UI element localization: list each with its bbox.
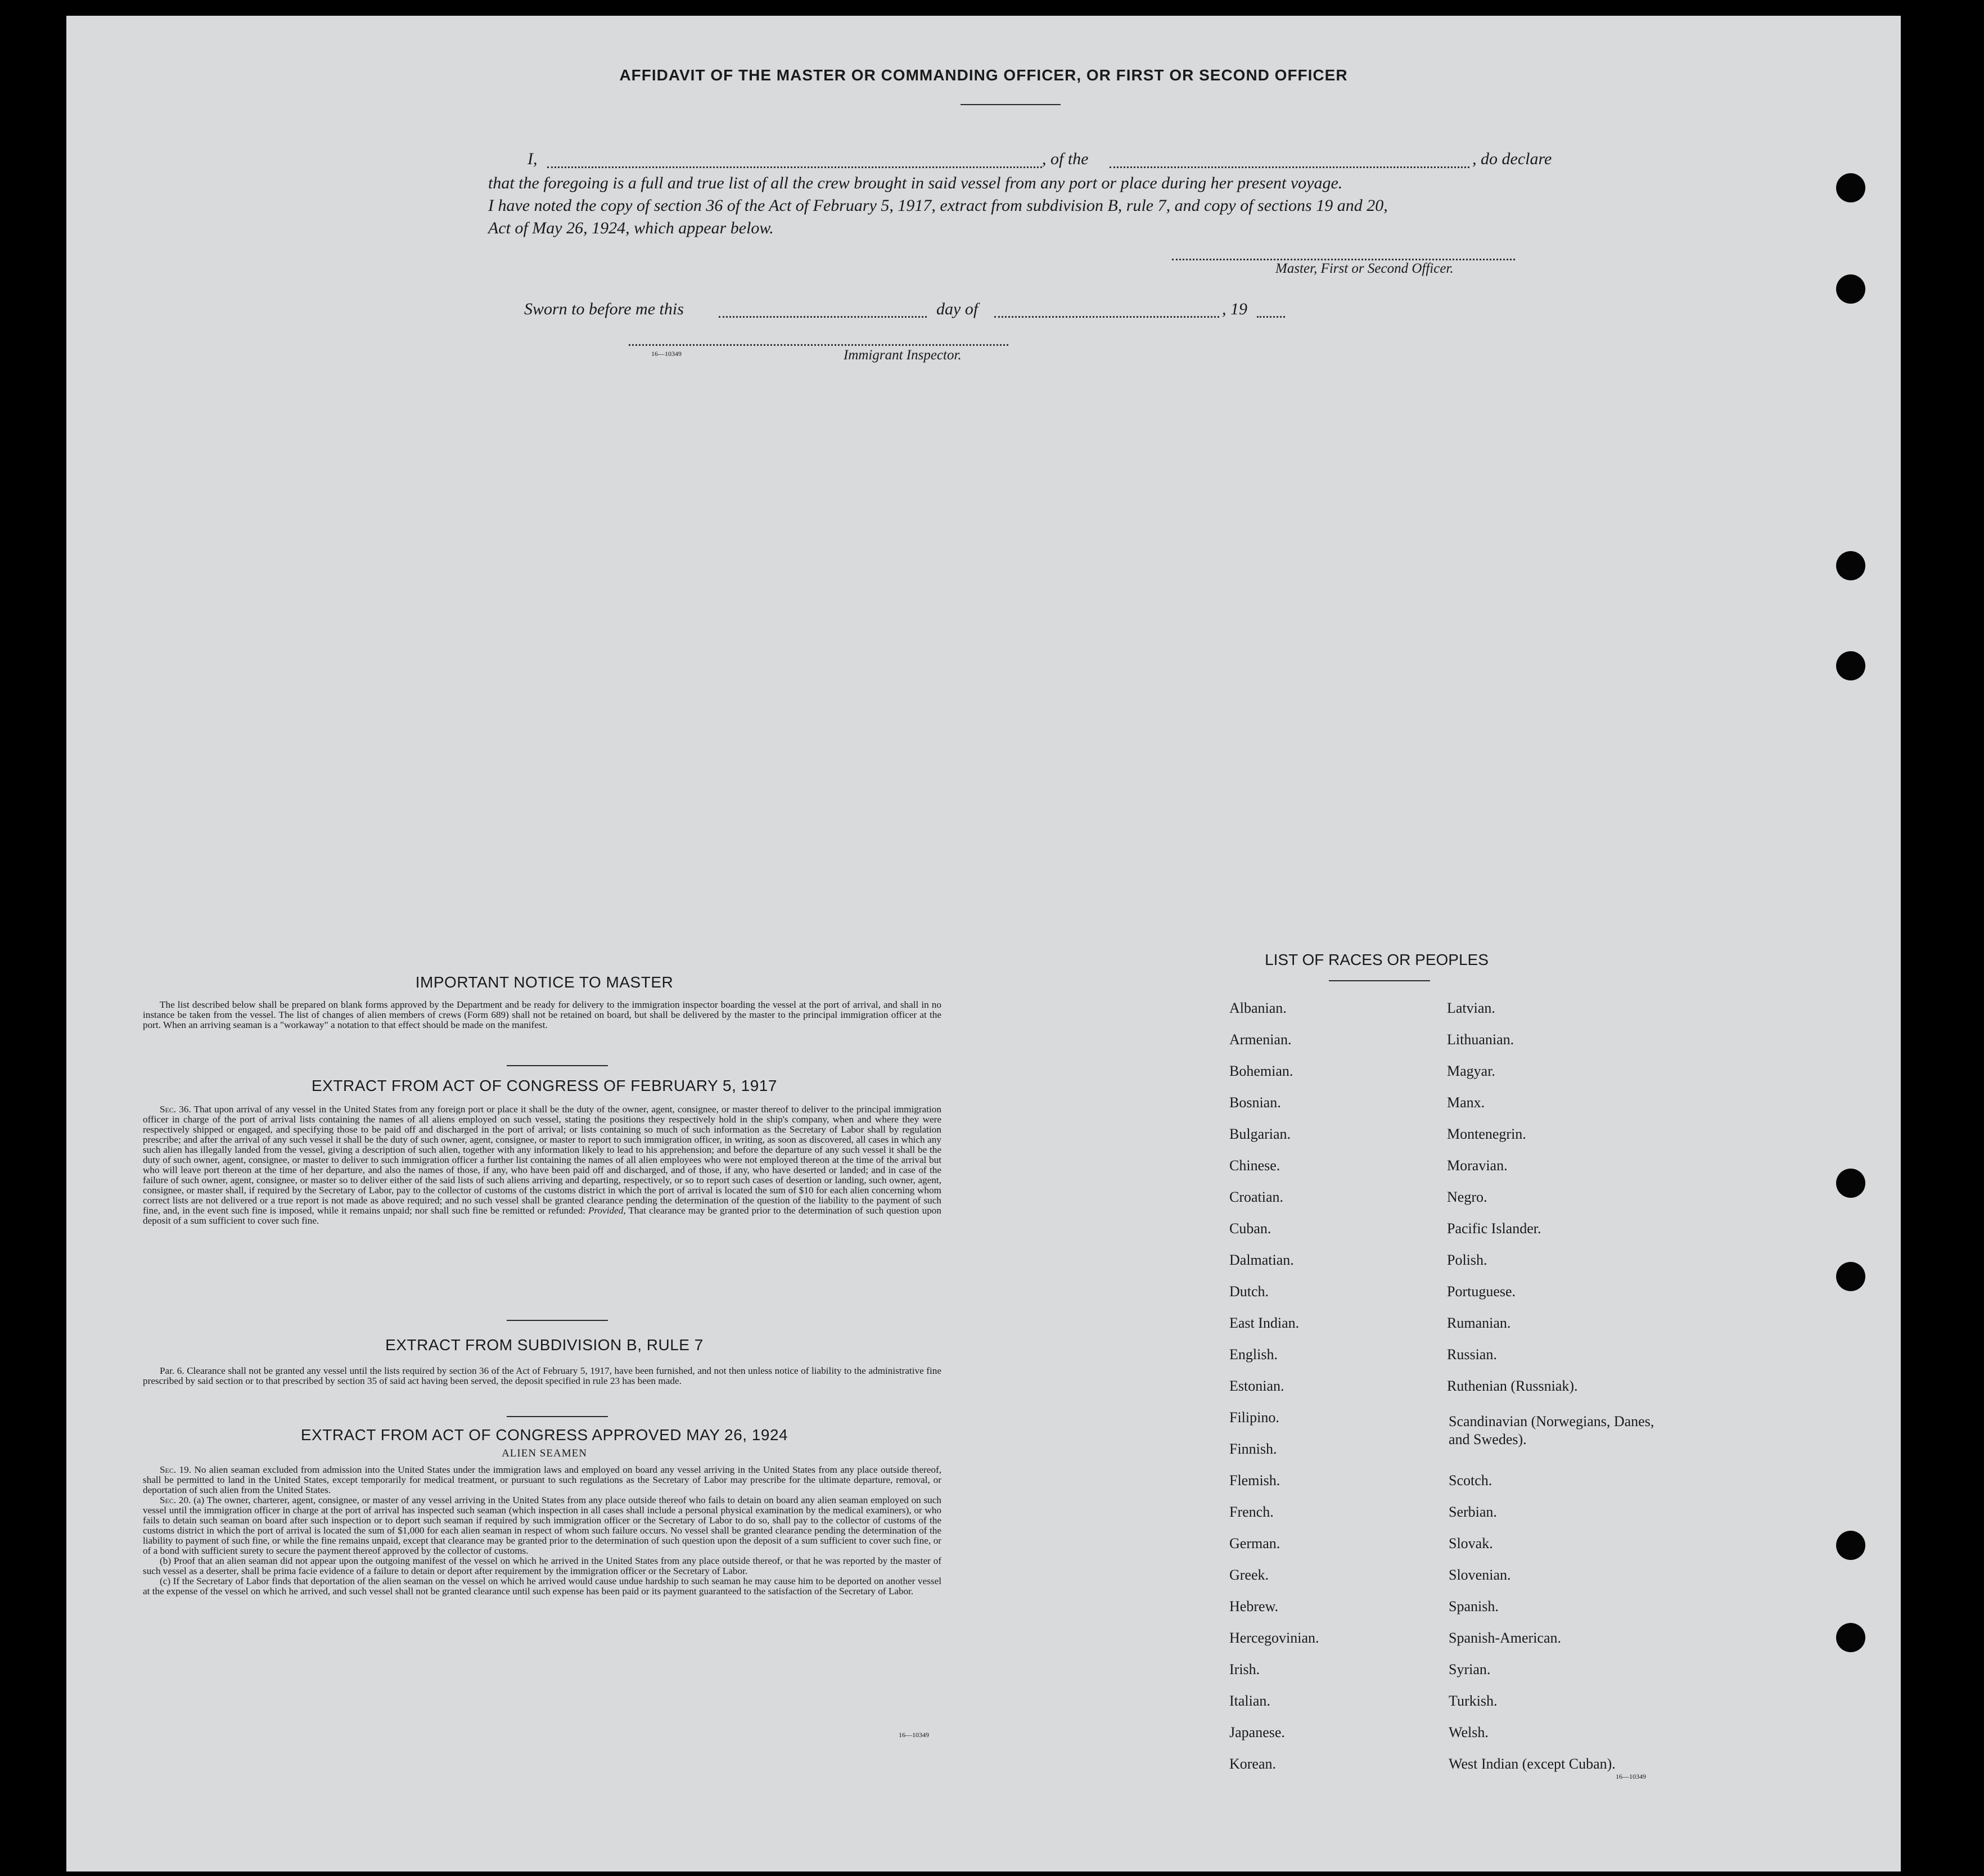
title-divider xyxy=(961,104,1061,105)
affidavit-of-the-label: , of the xyxy=(1042,150,1089,168)
affidavit-i-label: I, xyxy=(527,150,538,168)
race-item: Portuguese. xyxy=(1447,1283,1516,1300)
race-item: Turkish. xyxy=(1449,1693,1498,1709)
extract-1917-heading: EXTRACT FROM ACT OF CONGRESS OF FEBRUARY 5, 1917 xyxy=(312,1077,777,1094)
race-item: Manx. xyxy=(1447,1094,1485,1111)
race-item: Slovak. xyxy=(1449,1535,1493,1552)
race-item: Cuban. xyxy=(1229,1220,1271,1237)
year-blank-line[interactable] xyxy=(1257,316,1285,318)
sworn-label: Sworn to before me this xyxy=(524,300,684,318)
punch-hole xyxy=(1836,551,1865,580)
race-item: Latvian. xyxy=(1447,1000,1495,1016)
race-item: Bulgarian. xyxy=(1229,1126,1291,1142)
race-item: Rumanian. xyxy=(1447,1315,1511,1331)
master-signature-line[interactable] xyxy=(1172,259,1515,260)
year-label: , 19 xyxy=(1222,300,1247,318)
punch-hole xyxy=(1836,1169,1865,1198)
sec-20-label: Sec. 20. xyxy=(160,1495,191,1505)
divider xyxy=(507,1065,608,1066)
race-item: West Indian (except Cuban). xyxy=(1449,1756,1616,1772)
inspector-signature-line[interactable] xyxy=(629,344,1008,346)
sec-19-label: Sec. 19. xyxy=(160,1464,192,1475)
races-heading: LIST OF RACES OR PEOPLES xyxy=(1265,951,1489,968)
notice-text: The list described below shall be prepared on blank forms approved by the Department and be ready for delivery to the immigration inspector boarding the vessel at the port of arrival, and shall in no instance be taken from the vessel. The list of changes of alien members of crews (Form 689) shall not be retained on board, but shall be delivered by the master to the principal immigration officer at the port. When an arriving seaman is a "workaway" a notation to that effect should be made on the manifest. xyxy=(143,999,941,1030)
vessel-blank-line[interactable] xyxy=(1110,166,1469,168)
race-item: Bosnian. xyxy=(1229,1094,1281,1111)
affidavit-statement xyxy=(488,172,1613,240)
notice-heading: IMPORTANT NOTICE TO MASTER xyxy=(415,973,674,991)
race-item: Negro. xyxy=(1447,1189,1487,1205)
extract-form-code: 16—10349 xyxy=(899,1731,929,1739)
races-divider xyxy=(1329,980,1430,981)
race-item: Spanish. xyxy=(1449,1598,1499,1615)
punch-hole xyxy=(1836,1262,1865,1291)
race-item: Filipino. xyxy=(1229,1409,1279,1426)
race-item: Estonian. xyxy=(1229,1378,1284,1394)
inspector-label: Immigrant Inspector. xyxy=(844,348,962,363)
race-item: Dalmatian. xyxy=(1229,1252,1294,1268)
race-item: Scandinavian (Norwegians, Danes, and Swedes). xyxy=(1449,1413,1654,1447)
extract-rule7-heading: EXTRACT FROM SUBDIVISION B, RULE 7 xyxy=(385,1336,704,1354)
race-item: English. xyxy=(1229,1346,1278,1363)
race-item: Korean. xyxy=(1229,1756,1277,1772)
race-item: Moravian. xyxy=(1447,1157,1508,1174)
race-item: Lithuanian. xyxy=(1447,1031,1514,1048)
race-item: Syrian. xyxy=(1449,1661,1491,1677)
affidavit-line-3: Act of May 26, 1924, which appear below. xyxy=(488,219,774,237)
race-item: Greek. xyxy=(1229,1567,1269,1583)
race-item: Bohemian. xyxy=(1229,1063,1293,1079)
document-page xyxy=(66,16,1901,1872)
affidavit-line-1: that the foregoing is a full and true list of all the crew brought in said vessel from any port or place during her present voyage. xyxy=(488,174,1343,192)
race-item: Russian. xyxy=(1447,1346,1497,1363)
punch-hole xyxy=(1836,651,1865,680)
punch-hole xyxy=(1836,1531,1865,1560)
race-item: Spanish-American. xyxy=(1449,1630,1562,1646)
race-item: German. xyxy=(1229,1535,1280,1552)
races-form-code: 16—10349 xyxy=(1616,1773,1646,1780)
affidavit-title: AFFIDAVIT OF THE MASTER OR COMMANDING OFFICER, OR FIRST OR SECOND OFFICER xyxy=(619,66,1348,84)
punch-hole xyxy=(1836,274,1865,304)
race-item: Scotch. xyxy=(1449,1472,1492,1489)
race-item: Albanian. xyxy=(1229,1000,1287,1016)
extract-1917-text: Sec. 36. That upon arrival of any vessel in the United States from any foreign port or place it shall be the duty of the owner, agent, consignee, or master thereof to deliver to the principal immigration officer in charge of the port of arrival lists containing the names of all aliens employed on such vessel, stating the positions they respectively hold in the ship's company, when and where they were respectively shipped or engaged, and specifying those to be paid off and discharged in the port of arrival; or lists containing so much of such information as the Secretary of Labor shall by regulation prescribe; and after the arrival of any such vessel it shall be the duty of such owner, agent, consignee, or master to report to such immigration officer, in writing, as soon as discovered, all cases in which any such alien has illegally landed from the vessel, giving a description of such alien, together with any information likely to lead to his apprehension; and before the departure of any such vessel it shall be the duty of such owner, agent, consignee, or master to deliver to such immigration officer a further list containing the names of all alien employees who were not employed thereon at the time of the arrival but who will leave port thereon at the time of her departure, and also the names of those, if any, who have been paid off and discharged, and of those, if any, who have deserted or landed; and in case of the failure of such owner, agent, consignee, or master so to deliver either of the said lists of such aliens arriving and departing, respectively, or so to report such cases of desertion or landing, such owner, agent, consignee, or master shall, if required by the Secretary of Labor, pay to the collector of customs of the customs district in which the port of arrival is located the sum of $10 for each alien concerning whom correct lists are not delivered or a true report is not made as above required; and no such vessel shall be granted clearance pending the determination of the question of the liability to the payment of such fine, and, in the event such fine is imposed, while it remains unpaid; nor shall such fine be remitted or refunded: Provided, That clearance may be granted prior to the determination of such question upon deposit of a sum sufficient to cover such fine. xyxy=(143,1104,941,1226)
extract-1924-heading: EXTRACT FROM ACT OF CONGRESS APPROVED MAY 26, 1924 xyxy=(300,1426,788,1444)
affidavit-line-2: I have noted the copy of section 36 of the Act of February 5, 1917, extract from subdivision B, rule 7, and copy of sections 19 and 20, xyxy=(488,196,1388,215)
name-blank-line[interactable] xyxy=(547,166,1042,168)
race-item: Flemish. xyxy=(1229,1472,1280,1489)
sec-36-label: Sec. 36. xyxy=(160,1104,191,1115)
day-of-label: day of xyxy=(936,300,979,318)
race-item: Hebrew. xyxy=(1229,1598,1279,1615)
divider xyxy=(507,1320,608,1321)
affidavit-form-code: 16—10349 xyxy=(651,350,682,358)
punch-hole xyxy=(1836,1623,1865,1652)
race-item: Welsh. xyxy=(1449,1724,1489,1740)
race-item: Magyar. xyxy=(1447,1063,1495,1079)
race-item: Finnish. xyxy=(1229,1441,1277,1457)
race-item: Armenian. xyxy=(1229,1031,1292,1048)
month-blank-line[interactable] xyxy=(994,316,1219,318)
race-item: Dutch. xyxy=(1229,1283,1269,1300)
race-item: Slovenian. xyxy=(1449,1567,1511,1583)
race-item: Hercegovinian. xyxy=(1229,1630,1319,1646)
affidavit-declare-label: , do declare xyxy=(1472,150,1552,168)
extract-1924-text: Sec. 19. No alien seaman excluded from admission into the United States under the immigration laws and employed on board any vessel arriving in the United States from any place outside thereof, shall be permitted to land in the United States, except temporarily for medical treatment, or pursuant to such regulations as the Secretary of Labor may prescribe for the ultimate departure, removal, or deportation of such alien from the United States. Sec. 20. (a) The owner, charterer, agent, consignee, or master of any vessel arriving in the United States from any place outside thereof who fails to detain on board any alien seaman employed on such vessel until the immigration officer in charge at the port of arrival has inspected such seaman (which inspection in all cases shall include a personal physical examination by the medical examiners), or who fails to detain such seaman on board after such inspection or to deport such seaman if required by such immigration officer or the Secretary of Labor to do so, shall pay to the collector of customs of the customs district in which the port of arrival is located the sum of $1,000 for each alien seaman in respect of whom such failure occurs. No vessel shall be granted clearance pending the determination of the liability to payment of such fine, or while the fine remains unpaid, except that clearance may be granted prior to the determination of such question upon the deposit of a sum sufficient to cover such fine, or of a bond with sufficient surety to secure the payment thereof approved by the collector of customs. (b) Proof that an alien seaman did not appear upon the outgoing manifest of the vessel on which he arrived in the United States from any place outside thereof, or that he was reported by the master of such vessel as a deserter, shall be prima facie evidence of a failure to detain or deport after requirement by the immigration officer or the Secretary of Labor. (c) If the Secretary of Labor finds that deportation of the alien seaman on the vessel on which he arrived would cause undue hardship to such seaman he may cause him to be deported on another vessel at the expense of the vessel on which he arrived, and such vessel shall not be granted clearance until such expense has been paid or its payment guaranteed to the satisfaction of the Secretary of Labor. xyxy=(143,1464,941,1597)
punch-hole xyxy=(1836,173,1865,202)
race-item: East Indian. xyxy=(1229,1315,1300,1331)
alien-seamen-subheading: ALIEN SEAMEN xyxy=(502,1447,587,1459)
race-item: French. xyxy=(1229,1504,1274,1520)
race-item: Croatian. xyxy=(1229,1189,1284,1205)
race-item: Italian. xyxy=(1229,1693,1270,1709)
day-blank-line[interactable] xyxy=(719,316,927,318)
race-item: Chinese. xyxy=(1229,1157,1280,1174)
race-item: Serbian. xyxy=(1449,1504,1497,1520)
race-item: Irish. xyxy=(1229,1661,1260,1677)
race-item: Pacific Islander. xyxy=(1447,1220,1541,1237)
extract-rule7-text: Par. 6. Clearance shall not be granted any vessel until the lists required by section 36 of the Act of February 5, 1917, have been furnished, and not then unless notice of liability to the administrative fine prescribed by said section or to that prescribed by section 35 of said act having been served, the deposit specified in rule 23 has been made. xyxy=(143,1365,941,1386)
race-item: Ruthenian (Russniak). xyxy=(1447,1378,1578,1394)
master-signature-label: Master, First or Second Officer. xyxy=(1275,261,1454,276)
race-item: Japanese. xyxy=(1229,1724,1285,1740)
race-item: Polish. xyxy=(1447,1252,1487,1268)
divider xyxy=(507,1416,608,1417)
race-item: Montenegrin. xyxy=(1447,1126,1526,1142)
